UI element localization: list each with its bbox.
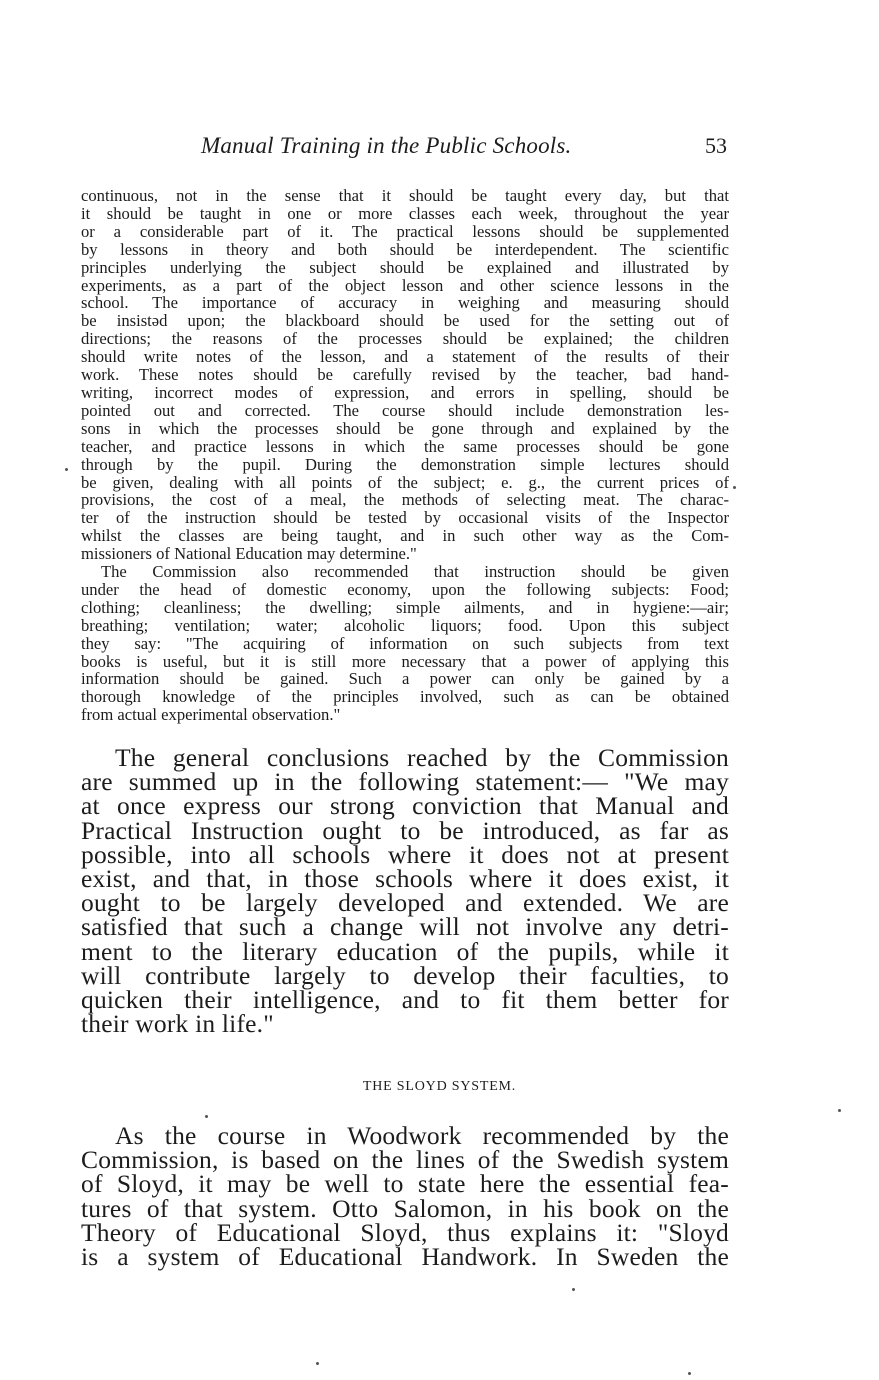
print-speck — [838, 1109, 841, 1112]
text-line: should write notes of the lesson, and a statement of the results of their — [81, 347, 729, 367]
text-line: work. These notes should be carefully revised by the teacher, bad hand- — [81, 365, 729, 385]
text-line: be insistəd upon; the blackboard should be used for the setting out of — [81, 311, 729, 331]
text-line: directions; the reasons of the processes should be explained; the children — [81, 329, 729, 349]
text-line: As the course in Woodwork recommended by the — [115, 1121, 729, 1150]
running-title: Manual Training in the Public Schools. — [201, 133, 572, 158]
text-line: under the head of domestic economy, upon the following subjects: Food; — [81, 579, 729, 599]
text-line: continuous, not in the sense that it should be taught every day, but that — [81, 186, 729, 205]
text-line: writing, incorrect modes of expression, and errors in spelling, should be — [81, 382, 729, 402]
text-line: whilst the classes are being taught, and in such other way as the Com- — [81, 526, 729, 546]
text-line: sons in which the processes should be gone through and explained by the — [81, 418, 729, 438]
text-line: thorough knowledge of the principles involved, such as can be obtained — [81, 687, 729, 707]
text-line: pointed out and corrected. The course should include demonstration les- — [81, 400, 729, 420]
text-line: is a system of Educational Handwork. In Sweden the — [81, 1242, 729, 1272]
text-line: breathing; ventilation; water; alcoholic liquors; food. Upon this subject — [81, 615, 729, 635]
text-line: or a considerable part of it. The practical lessons should be supplemented — [81, 221, 729, 241]
text-line: school. The importance of accuracy in weighing and measuring should — [81, 293, 729, 313]
text-line: satisfied that such a change will not involve any detri- — [81, 912, 729, 942]
text-line: be given, dealing with all points of the subject; e. g., the current prices of — [81, 472, 729, 492]
text-line: teacher, and practice lessons in which the same processes should be gone — [81, 436, 729, 456]
print-speck — [316, 1362, 319, 1365]
text-line: of Sloyd, it may be well to state here the essential fea- — [81, 1169, 729, 1199]
sloyd-paragraph — [81, 1121, 729, 1272]
section-heading: THE SLOYD SYSTEM. — [362, 1079, 517, 1094]
text-line: they say: "The acquiring of information on such subjects from text — [81, 633, 729, 653]
text-line: tures of that system. Otto Salomon, in his book on the — [81, 1193, 729, 1223]
text-line: possible, into all schools where it does not at present — [81, 839, 729, 869]
text-line: it should be taught in one or more classes each week, throughout the year — [81, 203, 729, 223]
text-line: provisions, the cost of a meal, the methods of selecting meat. The charac- — [81, 490, 729, 510]
text-line: principles underlying the subject should be explained and illustrated by — [81, 257, 729, 277]
text-line: ment to the literary education of the pupils, while it — [81, 936, 729, 966]
text-line: are summed up in the following statement:— "We may — [81, 767, 729, 797]
text-line: ought to be largely developed and extended. We are — [81, 888, 729, 918]
page-number: 53 — [705, 133, 727, 158]
print-speck — [688, 1372, 691, 1375]
text-line: ter of the instruction should be tested by occasional visits of the Inspector — [81, 508, 729, 528]
text-line: The general conclusions reached by the Commission — [115, 743, 729, 772]
text-line: missioners of National Education may determine." — [81, 544, 417, 564]
text-line: experiments, as a part of the object lesson and other science lessons in the — [81, 275, 729, 295]
text-line: Theory of Educational Sloyd, thus explains it: "Sloyd — [81, 1217, 729, 1247]
conclusions-paragraph — [81, 743, 729, 1039]
text-line: exist, and that, in those schools where it does exist, it — [81, 864, 729, 894]
print-speck — [572, 1288, 575, 1291]
text-line: by lessons in theory and both should be interdependent. The scientific — [81, 239, 729, 259]
text-line: their work in life." — [81, 1009, 274, 1039]
text-line: clothing; cleanliness; the dwelling; simple ailments, and in hygiene:—air; — [81, 597, 729, 617]
text-line: quicken their intelligence, and to fit them better for — [81, 985, 729, 1015]
text-line: books is useful, but it is still more necessary that a power of applying this — [81, 651, 729, 671]
text-line: through by the pupil. During the demonstration simple lectures should — [81, 454, 729, 474]
quote-paragraph-1 — [81, 187, 729, 563]
print-speck — [205, 1115, 208, 1118]
text-line: Practical Instruction ought to be introduced, as far as — [81, 815, 729, 845]
print-speck — [65, 468, 68, 471]
text-line: will contribute largely to develop their faculties, to — [81, 960, 729, 990]
text-line: Commission, is based on the lines of the Swedish system — [81, 1145, 729, 1175]
running-head — [81, 133, 731, 163]
text-line: information should be gained. Such a power can only be gained by a — [81, 669, 729, 689]
text-line: at once express our strong conviction that Manual and — [81, 791, 729, 821]
quote-paragraph-2 — [81, 563, 729, 724]
text-line: The Commission also recommended that instruction should be given — [101, 562, 729, 582]
print-speck — [733, 486, 736, 489]
text-line: from actual experimental observation." — [81, 705, 341, 725]
quoted-report-block — [81, 187, 729, 724]
